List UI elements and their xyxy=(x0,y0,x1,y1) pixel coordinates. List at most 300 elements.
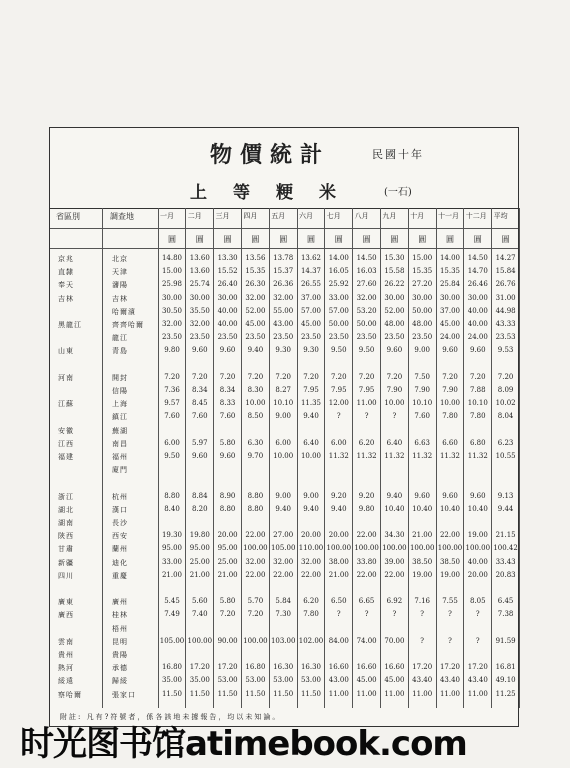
price-cell: 9.40 xyxy=(303,504,319,513)
price-cell: 24.00 xyxy=(439,333,461,342)
price-cell: 5.45 xyxy=(164,597,180,606)
price-cell: 8.04 xyxy=(497,412,514,421)
price-cell: 105.00 xyxy=(159,636,185,645)
price-cell: 22.00 xyxy=(356,531,377,540)
price-cell: 13.60 xyxy=(189,267,210,276)
price-cell: 7.20 xyxy=(192,372,208,381)
unit-divider xyxy=(50,248,518,249)
province-label: 吉林 xyxy=(58,294,74,303)
price-cell: 6.00 xyxy=(275,438,291,447)
price-cell: 7.20 xyxy=(442,372,458,381)
price-cell: 16.30 xyxy=(273,663,294,672)
price-cell: 43.40 xyxy=(412,676,433,685)
price-cell: 11.35 xyxy=(300,399,322,408)
price-cell: 33.43 xyxy=(495,557,516,566)
price-cell: 13.62 xyxy=(300,254,322,262)
price-cell: 23.50 xyxy=(161,333,183,342)
price-cell: 21.00 xyxy=(189,570,210,579)
price-cell: 9.30 xyxy=(303,346,319,355)
unit-cell: 圓 xyxy=(168,235,176,244)
price-cell: 7.50 xyxy=(414,372,430,381)
price-cell: 95.00 xyxy=(161,544,183,553)
price-cell: 7.80 xyxy=(303,610,319,619)
price-cell: 9.20 xyxy=(331,491,347,500)
price-cell: 9.40 xyxy=(275,504,291,513)
price-cell: 11.00 xyxy=(439,689,461,698)
price-cell: 110.00 xyxy=(298,544,324,553)
province-label: 安徽 xyxy=(58,426,74,435)
price-cell: 30.00 xyxy=(467,293,488,302)
place-label: 龍江 xyxy=(112,334,128,343)
price-cell: 30.00 xyxy=(412,293,433,302)
price-cell: 8.80 xyxy=(247,504,264,513)
price-cell: 10.00 xyxy=(245,399,266,408)
price-cell: 53.00 xyxy=(273,676,294,685)
price-cell: 9.00 xyxy=(275,412,291,421)
price-cell: 49.10 xyxy=(495,676,516,685)
province-label: 山東 xyxy=(58,347,74,356)
price-cell: 11.00 xyxy=(384,689,405,698)
price-cell: 7.95 xyxy=(303,386,319,394)
place-label: 開封 xyxy=(112,373,128,382)
price-cell: 16.81 xyxy=(495,663,516,672)
price-cell: 11.32 xyxy=(356,452,377,460)
price-cell: 50.00 xyxy=(356,320,377,328)
price-cell: 10.10 xyxy=(467,399,488,408)
price-cell: 13.30 xyxy=(217,254,238,262)
place-label: 歸綏 xyxy=(112,677,128,686)
price-cell: 43.33 xyxy=(495,320,516,328)
price-cell: 48.00 xyxy=(412,320,433,328)
price-cell: 100.42 xyxy=(493,544,518,553)
price-cell: 45.00 xyxy=(300,320,322,328)
price-cell: 11.32 xyxy=(384,452,405,460)
price-cell: 37.00 xyxy=(300,293,322,302)
price-cell: 11.50 xyxy=(273,689,294,698)
price-cell: 17.20 xyxy=(217,663,238,672)
province-label: 甘肅 xyxy=(58,545,74,554)
unit-cell: 圓 xyxy=(390,235,399,244)
price-cell: 11.50 xyxy=(161,689,183,698)
header-month: 四月 xyxy=(243,212,258,220)
place-label: 蘭州 xyxy=(112,545,128,554)
price-cell: 9.60 xyxy=(442,491,458,500)
price-cell: 95.00 xyxy=(189,544,210,553)
price-cell: 32.00 xyxy=(245,293,266,302)
province-label: 河南 xyxy=(58,373,74,382)
price-cell: 16.60 xyxy=(328,663,349,672)
price-cell: 32.00 xyxy=(300,557,322,566)
price-cell: 25.00 xyxy=(189,557,210,566)
place-label: 福州 xyxy=(112,453,128,461)
price-cell: 19.00 xyxy=(467,531,488,540)
price-cell: 100.00 xyxy=(465,544,491,553)
place-label: 信陽 xyxy=(112,387,128,395)
price-cell: 7.88 xyxy=(470,386,486,394)
price-cell: 9.60 xyxy=(219,346,236,355)
price-cell: 9.60 xyxy=(219,452,236,460)
price-cell: 45.00 xyxy=(384,676,405,685)
price-cell: 10.55 xyxy=(495,452,516,460)
place-label: 鎮江 xyxy=(112,413,128,422)
price-cell: 32.00 xyxy=(161,320,183,328)
price-cell: 37.00 xyxy=(439,306,461,315)
price-cell: 53.00 xyxy=(245,676,266,685)
price-cell: 23.50 xyxy=(328,333,349,342)
price-cell: 15.52 xyxy=(217,267,238,276)
footer-note: 附註: 凡有?符號者，係各該地未據報告，均以未知論。 xyxy=(60,713,282,721)
price-cell: 11.32 xyxy=(328,452,349,460)
price-cell: 35.00 xyxy=(161,676,183,685)
header-place: 調查地 xyxy=(110,212,134,221)
price-cell: 10.00 xyxy=(439,399,461,408)
price-cell: 8.33 xyxy=(219,399,236,408)
place-label: 南昌 xyxy=(112,439,128,448)
price-cell: 6.80 xyxy=(470,438,486,447)
price-cell: 11.25 xyxy=(495,689,516,698)
province-label: 京兆 xyxy=(58,255,74,263)
price-cell: 9.40 xyxy=(303,412,319,421)
price-cell: 15.00 xyxy=(412,254,433,262)
price-cell: 14.50 xyxy=(467,254,488,262)
price-cell: 30.50 xyxy=(161,306,183,315)
price-cell: 55.00 xyxy=(273,306,294,315)
price-cell: 23.50 xyxy=(356,333,377,342)
price-cell: 14.50 xyxy=(356,254,377,262)
price-cell: 17.20 xyxy=(189,663,210,672)
price-cell: 53.00 xyxy=(300,676,322,685)
price-cell: 26.76 xyxy=(495,280,516,289)
place-label: 天津 xyxy=(112,268,128,277)
price-cell: 7.20 xyxy=(164,372,180,381)
price-cell: ? xyxy=(448,610,452,619)
price-cell: 9.57 xyxy=(164,399,180,408)
price-cell: 7.60 xyxy=(164,412,180,421)
price-cell: 24.00 xyxy=(467,333,488,342)
province-label: 湖南 xyxy=(58,519,74,527)
province-label: 廣西 xyxy=(58,611,74,620)
unit-cell: 圓 xyxy=(418,235,427,244)
place-label: 貴陽 xyxy=(112,651,128,659)
price-cell: 8.34 xyxy=(219,386,236,394)
unit-cell: 圓 xyxy=(501,235,510,244)
price-cell: 40.00 xyxy=(467,557,488,566)
price-cell: 30.00 xyxy=(217,293,238,302)
province-label: 江西 xyxy=(58,439,74,448)
price-cell: 15.00 xyxy=(161,267,183,276)
price-cell: 100.00 xyxy=(243,636,268,645)
price-cell: 7.20 xyxy=(247,372,264,381)
price-cell: 11.50 xyxy=(245,689,266,698)
price-cell: 8.40 xyxy=(164,504,180,513)
price-cell: 9.70 xyxy=(247,452,264,460)
price-cell: 14.00 xyxy=(328,254,349,262)
price-cell: 6.45 xyxy=(497,597,514,606)
price-cell: 13.60 xyxy=(189,254,210,262)
price-cell: 13.56 xyxy=(245,254,266,262)
price-cell: 7.16 xyxy=(414,597,430,606)
price-cell: 7.55 xyxy=(442,597,458,606)
province-label: 浙江 xyxy=(58,492,74,501)
price-cell: 16.05 xyxy=(328,267,349,276)
price-cell: 43.00 xyxy=(273,320,294,328)
price-cell: 21.00 xyxy=(328,570,349,579)
price-cell: 19.00 xyxy=(439,570,461,579)
statistics-page xyxy=(49,127,519,727)
price-cell: 7.60 xyxy=(192,412,208,421)
price-cell: 16.80 xyxy=(245,663,266,672)
header-province: 省區別 xyxy=(56,212,80,221)
price-cell: 35.00 xyxy=(189,676,210,685)
price-cell: ? xyxy=(392,412,397,421)
price-cell: 33.80 xyxy=(356,557,377,566)
price-cell: 9.40 xyxy=(386,491,403,500)
price-cell: 11.00 xyxy=(328,689,349,698)
price-cell: 6.30 xyxy=(247,438,264,447)
price-cell: 20.00 xyxy=(328,531,349,540)
price-cell: 5.97 xyxy=(192,438,208,447)
year-label: 民國十年 xyxy=(372,148,424,161)
unit-cell: 圓 xyxy=(473,235,482,244)
price-cell: 16.30 xyxy=(300,663,322,672)
province-label: 新疆 xyxy=(58,558,74,567)
unit-cell: 圓 xyxy=(279,235,288,244)
price-cell: ? xyxy=(420,610,425,619)
price-cell: 43.40 xyxy=(439,676,461,685)
price-cell: 9.50 xyxy=(164,452,180,460)
price-cell: 40.00 xyxy=(217,320,238,328)
price-cell: 22.00 xyxy=(356,570,377,579)
price-cell: 9.00 xyxy=(275,491,291,500)
price-cell: 22.00 xyxy=(439,531,461,540)
province-label: 陝西 xyxy=(58,532,74,541)
place-label: 瀋陽 xyxy=(112,281,128,290)
price-cell: 6.65 xyxy=(358,597,375,606)
price-cell: 34.30 xyxy=(384,531,405,540)
price-cell: 6.00 xyxy=(331,438,347,447)
price-cell: 9.60 xyxy=(442,346,458,355)
price-cell: 9.50 xyxy=(358,346,375,355)
header-month: 九月 xyxy=(382,212,397,220)
price-cell: 7.90 xyxy=(386,386,403,394)
price-cell: 6.23 xyxy=(497,438,514,447)
price-cell: 8.84 xyxy=(192,491,208,500)
price-cell: 39.00 xyxy=(384,557,405,566)
price-cell: 45.00 xyxy=(356,676,377,685)
price-cell: 31.00 xyxy=(495,293,516,302)
price-cell: 32.00 xyxy=(245,557,266,566)
price-cell: 15.30 xyxy=(384,254,405,262)
price-cell: 10.10 xyxy=(412,399,433,408)
price-cell: 16.60 xyxy=(356,663,377,672)
price-cell: 20.00 xyxy=(467,570,488,579)
price-cell: 23.50 xyxy=(384,333,405,342)
unit-cell: 圓 xyxy=(223,235,232,244)
price-cell: 57.00 xyxy=(300,306,322,315)
province-label: 貴州 xyxy=(58,651,74,659)
place-label: 哈爾濱 xyxy=(112,307,136,316)
place-label: 梧州 xyxy=(112,624,128,633)
price-cell: ? xyxy=(392,610,397,619)
price-cell: 9.80 xyxy=(358,504,375,513)
price-cell: 7.95 xyxy=(331,386,347,394)
price-cell: 9.60 xyxy=(414,491,430,500)
price-cell: 8.80 xyxy=(219,504,236,513)
price-cell: 7.20 xyxy=(358,372,375,381)
price-cell: 23.50 xyxy=(273,333,294,342)
place-label: 張家口 xyxy=(112,690,136,699)
price-cell: 8.80 xyxy=(247,491,264,500)
price-cell: 53.20 xyxy=(356,306,377,315)
price-cell: 20.00 xyxy=(300,531,322,540)
price-cell: 21.00 xyxy=(161,570,183,579)
price-cell: 22.00 xyxy=(384,570,405,579)
price-cell: 15.35 xyxy=(412,267,433,276)
unit-cell: 圓 xyxy=(362,235,371,244)
price-cell: 90.00 xyxy=(217,636,238,645)
price-cell: 14.37 xyxy=(300,267,322,276)
price-cell: 45.00 xyxy=(439,320,461,328)
price-cell: 21.00 xyxy=(217,570,238,579)
price-cell: 26.40 xyxy=(217,280,238,289)
price-cell: 8.05 xyxy=(470,597,486,606)
header-month: 十月 xyxy=(410,212,425,220)
price-cell: 23.50 xyxy=(217,333,238,342)
unit-cell: 圓 xyxy=(307,235,315,244)
price-cell: 17.20 xyxy=(467,663,488,672)
price-cell: 16.80 xyxy=(161,663,183,672)
price-cell: 8.09 xyxy=(497,386,514,394)
price-cell: 6.60 xyxy=(442,438,458,447)
price-cell: 15.35 xyxy=(245,267,266,276)
price-cell: 7.90 xyxy=(414,386,430,394)
price-cell: 15.84 xyxy=(495,267,516,276)
price-cell: 10.00 xyxy=(384,399,405,408)
price-cell: 11.00 xyxy=(412,689,433,698)
province-label: 熱河 xyxy=(58,664,74,673)
price-cell: 21.15 xyxy=(495,531,516,540)
price-cell: ? xyxy=(448,636,452,645)
price-cell: 30.00 xyxy=(384,293,405,302)
price-cell: 8.50 xyxy=(247,412,264,421)
place-label: 蕪湖 xyxy=(112,426,128,435)
price-cell: 74.00 xyxy=(356,636,377,645)
price-cell: 17.20 xyxy=(412,663,433,672)
price-cell: 12.00 xyxy=(328,399,349,408)
price-cell: 44.98 xyxy=(495,306,516,315)
price-cell: 35.50 xyxy=(189,306,210,315)
province-label: 雲南 xyxy=(58,637,74,646)
header-month: 六月 xyxy=(299,212,313,220)
price-cell: 9.00 xyxy=(414,346,430,355)
header-divider xyxy=(50,228,518,229)
price-cell: 7.20 xyxy=(219,610,236,619)
price-cell: 11.50 xyxy=(217,689,238,698)
table-subtitle: 上等粳米 xyxy=(190,183,362,203)
price-cell: 48.00 xyxy=(384,320,405,328)
price-cell: 23.50 xyxy=(412,333,433,342)
price-cell: 11.32 xyxy=(467,452,488,460)
price-cell: 25.00 xyxy=(217,557,238,566)
header-month: 平均 xyxy=(493,212,508,220)
price-cell: 11.32 xyxy=(439,452,461,460)
price-cell: 11.00 xyxy=(467,689,488,698)
price-cell: 70.00 xyxy=(384,636,405,645)
price-cell: 16.03 xyxy=(356,267,377,276)
price-cell: 14.27 xyxy=(495,254,516,262)
price-cell: 5.80 xyxy=(219,438,236,447)
price-cell: 32.00 xyxy=(189,320,210,328)
price-cell: 8.27 xyxy=(275,386,291,394)
price-cell: 10.00 xyxy=(273,452,294,460)
price-cell: ? xyxy=(336,412,341,421)
price-cell: 26.46 xyxy=(467,280,488,289)
price-cell: 7.95 xyxy=(358,386,375,394)
header-month: 八月 xyxy=(354,212,369,220)
price-cell: 7.60 xyxy=(219,412,236,421)
price-cell: 7.20 xyxy=(275,372,291,381)
price-cell: 102.00 xyxy=(298,636,324,645)
price-cell: 11.00 xyxy=(356,399,377,408)
price-cell: 5.60 xyxy=(192,597,208,606)
price-cell: 23.53 xyxy=(495,333,516,342)
price-cell: 7.49 xyxy=(164,610,180,619)
price-cell: 100.00 xyxy=(243,544,268,553)
price-cell: 26.36 xyxy=(273,280,294,289)
price-cell: 9.30 xyxy=(275,346,291,355)
place-label: 吉林 xyxy=(112,294,128,303)
price-cell: 27.20 xyxy=(412,280,433,289)
price-cell: 38.50 xyxy=(439,557,461,566)
province-label: 奉天 xyxy=(58,281,74,290)
price-cell: 22.00 xyxy=(245,570,266,579)
place-label: 齊齊哈爾 xyxy=(112,321,144,329)
price-cell: 50.00 xyxy=(328,320,349,328)
price-cell: 7.20 xyxy=(219,372,236,381)
price-cell: 26.22 xyxy=(384,280,405,289)
province-label: 福建 xyxy=(58,453,74,461)
place-label: 廣州 xyxy=(112,598,128,607)
unit-cell: 圓 xyxy=(251,235,260,244)
price-cell: 10.40 xyxy=(439,504,461,513)
price-cell: 5.70 xyxy=(247,597,264,606)
price-cell: 9.44 xyxy=(497,504,514,513)
price-cell: 32.00 xyxy=(273,557,294,566)
price-cell: 95.00 xyxy=(217,544,238,553)
province-label: 廣東 xyxy=(58,598,74,607)
price-cell: 11.00 xyxy=(356,689,377,698)
price-cell: ? xyxy=(364,412,369,421)
price-cell: 10.40 xyxy=(384,504,405,513)
price-cell: 9.60 xyxy=(192,452,208,460)
province-label: 綏遠 xyxy=(58,677,74,686)
unit-note: (一石) xyxy=(384,187,412,198)
province-label: 四川 xyxy=(58,571,74,580)
province-label: 察哈爾 xyxy=(58,690,82,699)
price-cell: 10.02 xyxy=(495,399,516,408)
price-cell: 7.38 xyxy=(497,610,514,619)
price-cell: 8.34 xyxy=(192,386,208,394)
price-cell: 9.53 xyxy=(497,346,514,355)
price-cell: 6.00 xyxy=(164,438,180,447)
place-label: 長沙 xyxy=(112,519,128,527)
province-label: 江蘇 xyxy=(58,400,74,409)
price-cell: 38.00 xyxy=(328,557,349,566)
price-cell: 8.90 xyxy=(219,491,236,500)
price-cell: 10.40 xyxy=(412,504,433,513)
price-cell: 7.40 xyxy=(192,610,208,619)
price-cell: 6.20 xyxy=(303,597,319,606)
